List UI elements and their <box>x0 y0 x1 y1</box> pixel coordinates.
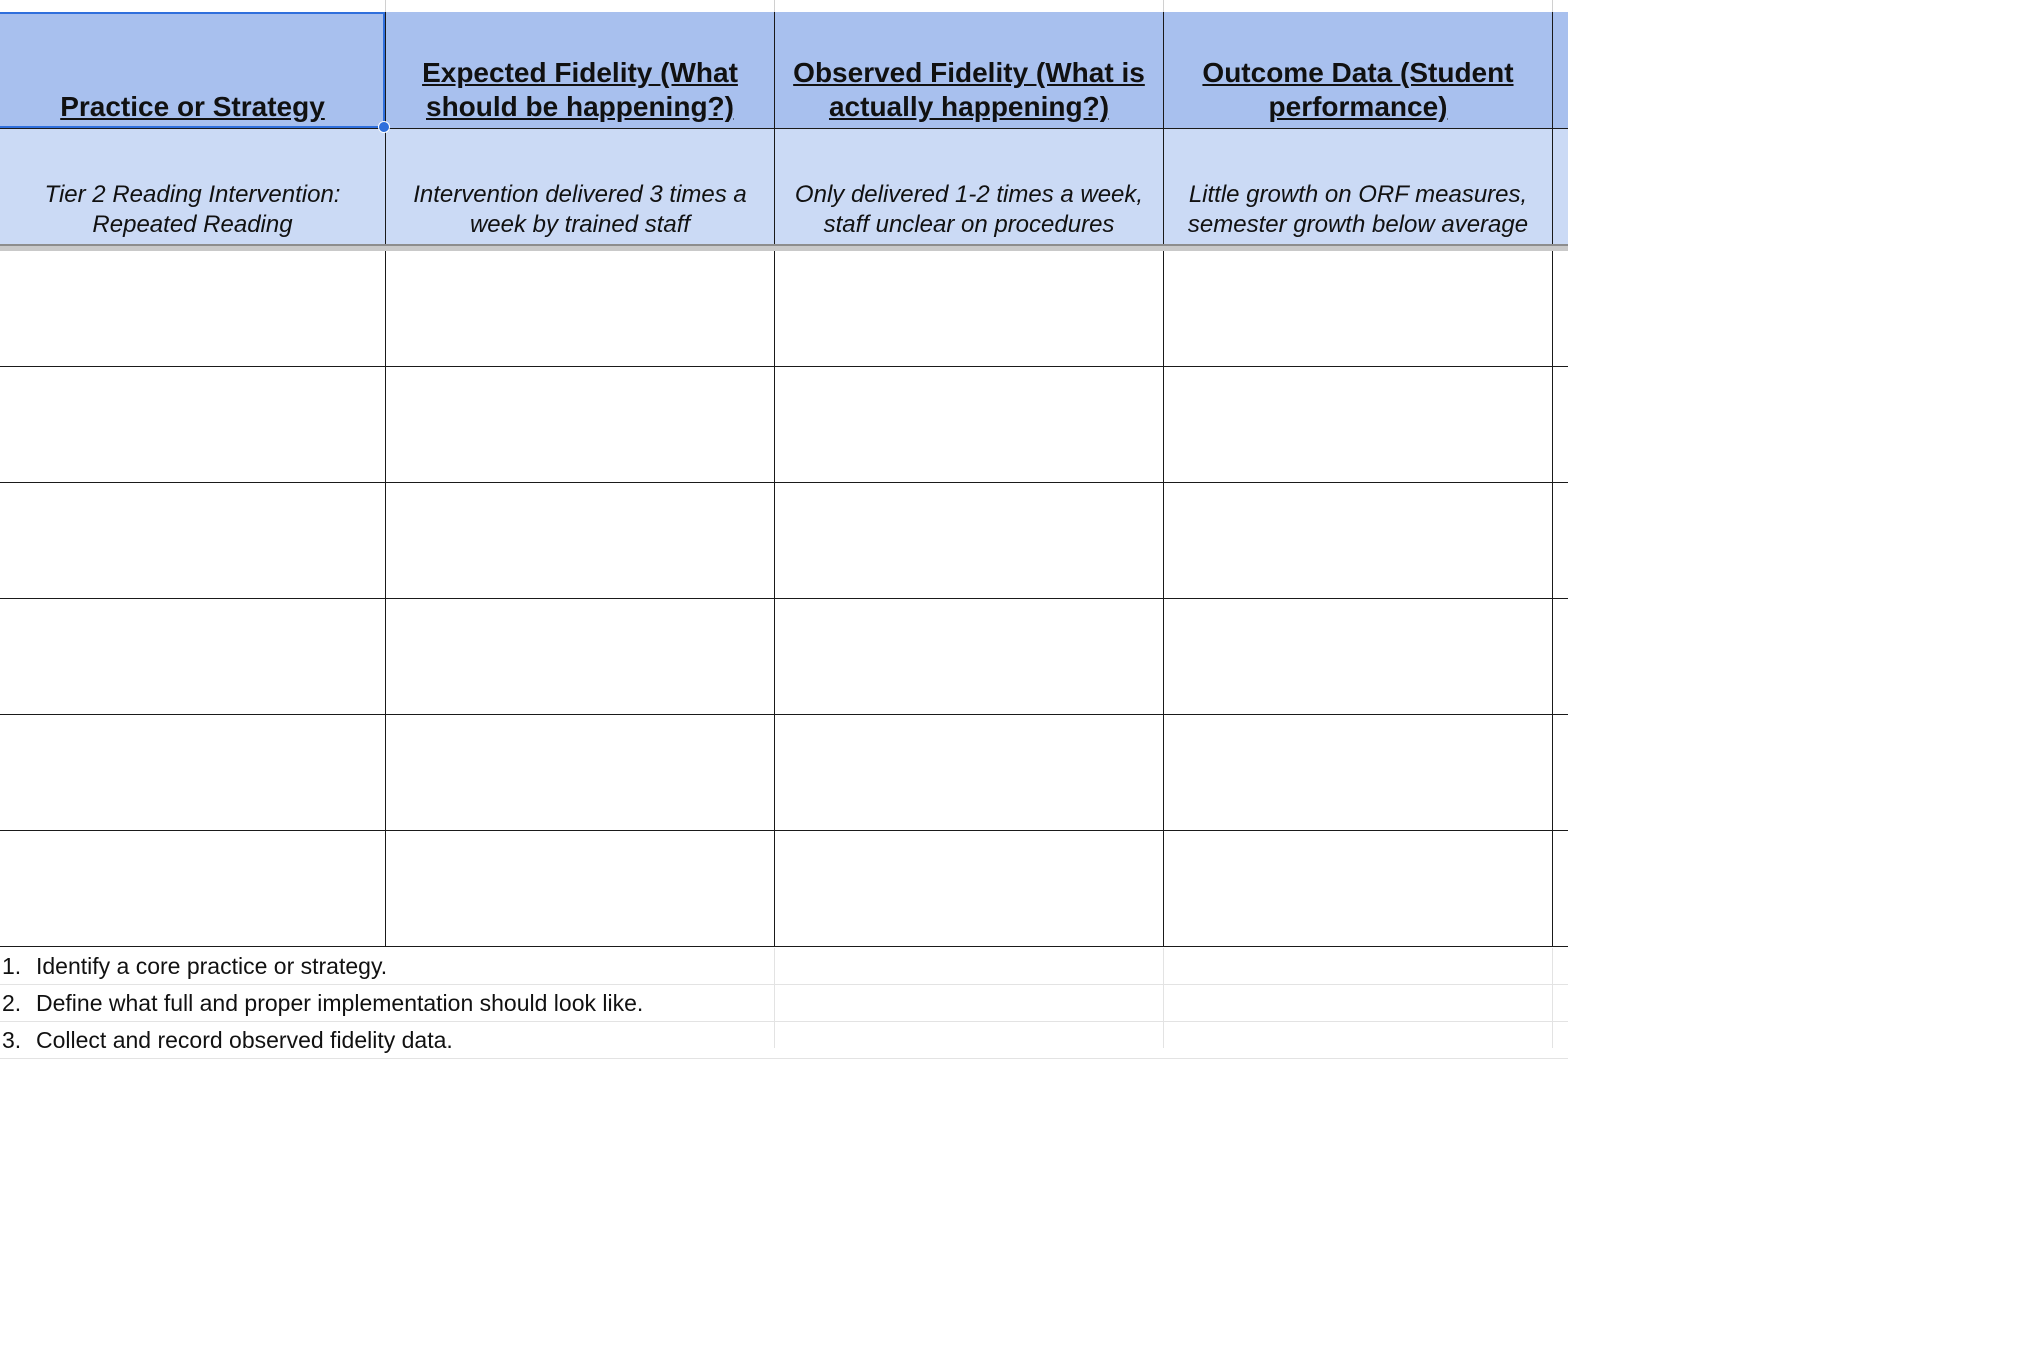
instruction-1 <box>2 948 387 985</box>
instruction-text: Identify a core practice or strategy. <box>36 953 388 979</box>
table-cell[interactable] <box>386 715 775 831</box>
table-cell[interactable] <box>775 715 1164 831</box>
table-cell[interactable] <box>0 251 386 367</box>
table-cell[interactable] <box>775 251 1164 367</box>
header-cell-expected-fidelity[interactable] <box>386 12 775 129</box>
header-cell-overflow[interactable] <box>1553 12 1568 129</box>
frozen-rows-divider-edge <box>0 244 1568 246</box>
table-cell[interactable] <box>0 483 386 599</box>
table-cell[interactable] <box>386 367 775 483</box>
table-cell[interactable] <box>1164 483 1553 599</box>
instruction-row[interactable] <box>0 1022 1568 1059</box>
fill-handle[interactable] <box>378 121 390 133</box>
table-cell[interactable] <box>386 831 775 947</box>
table-cell[interactable] <box>1553 715 1568 831</box>
column-divider <box>774 0 775 12</box>
column-divider <box>1163 0 1164 12</box>
header-cell-outcome-data[interactable] <box>1164 12 1553 129</box>
table-cell[interactable] <box>386 251 775 367</box>
column-divider <box>385 0 386 12</box>
instruction-number: 2. <box>2 990 22 1016</box>
table-cell[interactable] <box>1553 367 1568 483</box>
header-observed-label: Observed Fidelity (What is actually happening?) <box>793 57 1145 122</box>
instruction-text: Collect and record observed fidelity data. <box>36 1027 453 1053</box>
table-cell[interactable] <box>1553 831 1568 947</box>
header-cell-observed-fidelity[interactable] <box>775 12 1164 129</box>
example-cell-expected[interactable] <box>386 129 775 244</box>
instruction-text: Define what full and proper implementation should look like. <box>36 990 644 1016</box>
example-cell-observed[interactable] <box>775 129 1164 244</box>
table-cell[interactable] <box>1164 251 1553 367</box>
example-expected-text: Intervention delivered 3 times a week by trained staff <box>413 181 747 238</box>
instruction-row[interactable] <box>0 948 1568 985</box>
table-cell[interactable] <box>775 599 1164 715</box>
table-cell[interactable] <box>1553 251 1568 367</box>
instruction-2 <box>2 985 643 1022</box>
table-cell[interactable] <box>0 367 386 483</box>
header-expected-label: Expected Fidelity (What should be happening?) <box>422 57 738 122</box>
instruction-3 <box>2 1022 453 1059</box>
header-practice-label: Practice or Strategy <box>60 91 325 122</box>
example-cell-overflow[interactable] <box>1553 129 1568 244</box>
table-cell[interactable] <box>775 831 1164 947</box>
table-cell[interactable] <box>0 599 386 715</box>
example-cell-outcome[interactable] <box>1164 129 1553 244</box>
table-cell[interactable] <box>1164 715 1553 831</box>
table-cell[interactable] <box>0 715 386 831</box>
table-cell[interactable] <box>775 367 1164 483</box>
instruction-number: 3. <box>2 1027 22 1053</box>
table-cell[interactable] <box>1164 599 1553 715</box>
table-cell[interactable] <box>0 831 386 947</box>
example-observed-text: Only delivered 1-2 times a week, staff unclear on procedures <box>794 181 1144 238</box>
instruction-row[interactable] <box>0 985 1568 1022</box>
table-cell[interactable] <box>775 483 1164 599</box>
table-cell[interactable] <box>1553 483 1568 599</box>
gridline <box>1552 948 1553 1048</box>
instruction-number: 1. <box>2 953 22 979</box>
example-outcome-text: Little growth on ORF measures, semester growth below average <box>1187 181 1529 238</box>
table-cell[interactable] <box>386 483 775 599</box>
gridline <box>1163 948 1164 1048</box>
table-cell[interactable] <box>386 599 775 715</box>
header-cell-practice[interactable] <box>0 12 386 129</box>
column-divider <box>1552 0 1553 12</box>
example-cell-practice[interactable] <box>0 129 386 244</box>
table-cell[interactable] <box>1164 831 1553 947</box>
header-outcome-label: Outcome Data (Student performance) <box>1202 57 1514 122</box>
table-cell[interactable] <box>1553 599 1568 715</box>
table-cell[interactable] <box>1164 367 1553 483</box>
gridline <box>774 948 775 1048</box>
example-practice-text: Tier 2 Reading Intervention: Repeated Reading <box>44 181 341 238</box>
